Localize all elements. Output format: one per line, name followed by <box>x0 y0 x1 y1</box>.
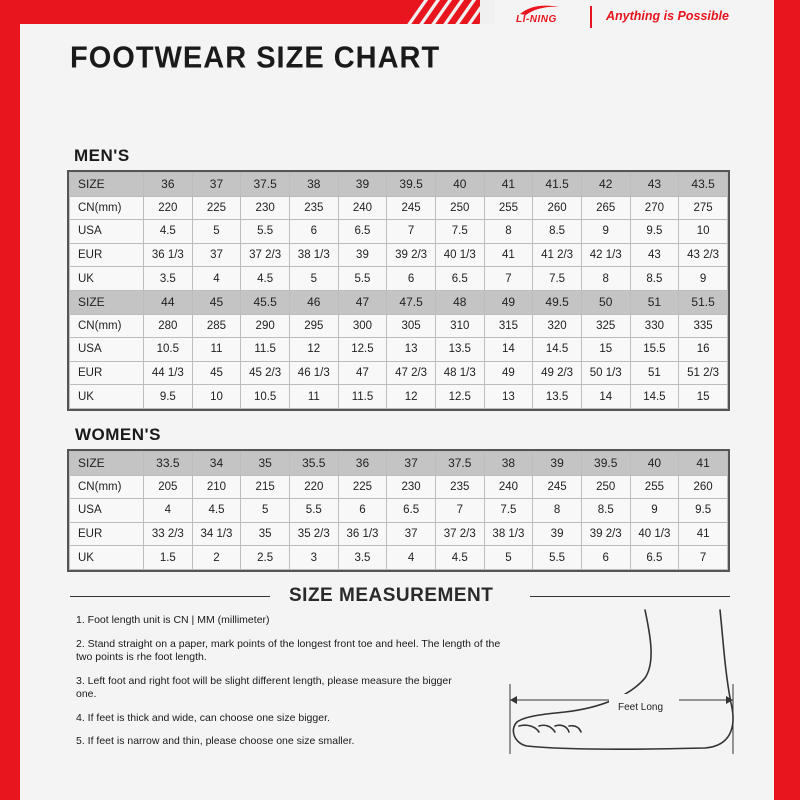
table-cell: 43.5 <box>679 173 728 197</box>
table-cell: 36 1/3 <box>144 243 193 267</box>
table-cell: 37 <box>387 452 436 476</box>
table-cell: 4.5 <box>144 220 193 244</box>
mens-size-table <box>69 172 728 409</box>
measurement-instructions <box>76 614 536 759</box>
li-ning-logo-mark <box>516 4 564 25</box>
red-frame-right <box>774 0 800 800</box>
table-cell: 235 <box>289 196 338 220</box>
table-cell: 43 <box>630 173 679 197</box>
table-cell: 39 <box>338 243 387 267</box>
mens-heading: MEN'S <box>74 146 130 165</box>
table-cell: 8.5 <box>533 220 582 244</box>
table-cell: 330 <box>630 314 679 338</box>
table-cell: 39 2/3 <box>581 522 630 546</box>
table-cell: 250 <box>435 196 484 220</box>
table-cell: 44 1/3 <box>144 361 193 385</box>
table-cell: 2 <box>192 546 241 570</box>
table-cell: 4.5 <box>241 267 290 291</box>
feet-long-label: Feet Long <box>618 702 664 713</box>
table-cell: 8.5 <box>581 499 630 523</box>
table-row <box>70 522 728 546</box>
table-cell: 15 <box>679 385 728 409</box>
row-label: CN(mm) <box>70 314 144 338</box>
table-cell: 7.5 <box>484 499 533 523</box>
table-cell: 5.5 <box>533 546 582 570</box>
table-cell: 50 1/3 <box>581 361 630 385</box>
womens-size-table <box>69 451 728 570</box>
table-cell: 12 <box>289 338 338 362</box>
table-cell: 220 <box>289 475 338 499</box>
row-label: UK <box>70 546 144 570</box>
table-cell: 5.5 <box>241 220 290 244</box>
table-cell: 13 <box>484 385 533 409</box>
table-cell: 41 <box>679 522 728 546</box>
table-cell: 300 <box>338 314 387 338</box>
table-cell: 2.5 <box>241 546 290 570</box>
table-cell: 3.5 <box>338 546 387 570</box>
table-cell: 47 2/3 <box>387 361 436 385</box>
table-cell: 260 <box>679 475 728 499</box>
table-cell: 14 <box>484 338 533 362</box>
table-cell: 47 <box>338 361 387 385</box>
table-cell: 49.5 <box>533 290 582 314</box>
table-cell: 6.5 <box>435 267 484 291</box>
table-cell: 6 <box>338 499 387 523</box>
table-cell: 41 <box>679 452 728 476</box>
table-cell: 47.5 <box>387 290 436 314</box>
table-cell: 51 2/3 <box>679 361 728 385</box>
table-cell: 35 2/3 <box>289 522 338 546</box>
table-cell: 245 <box>533 475 582 499</box>
table-cell: 3 <box>289 546 338 570</box>
table-cell: 255 <box>484 196 533 220</box>
table-cell: 48 <box>435 290 484 314</box>
table-cell: 6.5 <box>338 220 387 244</box>
table-cell: 265 <box>581 196 630 220</box>
table-cell: 38 <box>484 452 533 476</box>
table-cell: 14.5 <box>533 338 582 362</box>
table-row <box>70 475 728 499</box>
table-cell: 245 <box>387 196 436 220</box>
table-cell: 38 1/3 <box>484 522 533 546</box>
table-cell: 305 <box>387 314 436 338</box>
table-cell: 12.5 <box>435 385 484 409</box>
instruction-1: 1. Foot length unit is CN | MM (millimeter) <box>76 614 270 626</box>
table-cell: 5 <box>241 499 290 523</box>
table-cell: 38 1/3 <box>289 243 338 267</box>
table-cell: 285 <box>192 314 241 338</box>
table-cell: 36 1/3 <box>338 522 387 546</box>
table-cell: 11.5 <box>338 385 387 409</box>
table-cell: 4 <box>387 546 436 570</box>
table-cell: 225 <box>192 196 241 220</box>
table-cell: 40 <box>630 452 679 476</box>
table-cell: 290 <box>241 314 290 338</box>
row-label: USA <box>70 338 144 362</box>
table-row <box>70 173 728 197</box>
table-cell: 5.5 <box>289 499 338 523</box>
table-cell: 13.5 <box>533 385 582 409</box>
table-cell: 9.5 <box>679 499 728 523</box>
arrow-left-icon <box>510 696 517 704</box>
table-cell: 8 <box>581 267 630 291</box>
table-cell: 34 <box>192 452 241 476</box>
table-cell: 5 <box>484 546 533 570</box>
table-cell: 325 <box>581 314 630 338</box>
table-cell: 4.5 <box>192 499 241 523</box>
table-cell: 320 <box>533 314 582 338</box>
table-cell: 13.5 <box>435 338 484 362</box>
table-cell: 51.5 <box>679 290 728 314</box>
table-cell: 12.5 <box>338 338 387 362</box>
table-cell: 7.5 <box>435 220 484 244</box>
table-cell: 225 <box>338 475 387 499</box>
table-cell: 37 2/3 <box>241 243 290 267</box>
table-cell: 8.5 <box>630 267 679 291</box>
table-cell: 46 <box>289 290 338 314</box>
table-cell: 6 <box>387 267 436 291</box>
table-cell: 1.5 <box>144 546 193 570</box>
table-cell: 335 <box>679 314 728 338</box>
table-cell: 260 <box>533 196 582 220</box>
instruction-2: 2. Stand straight on a paper, mark points of the longest front toe and heel. The length of the two points is rhe foot length. <box>76 637 501 663</box>
table-cell: 41 <box>484 173 533 197</box>
table-cell: 39 <box>533 452 582 476</box>
table-cell: 11 <box>289 385 338 409</box>
table-cell: 255 <box>630 475 679 499</box>
table-cell: 37.5 <box>241 173 290 197</box>
table-cell: 39.5 <box>387 173 436 197</box>
table-row <box>70 338 728 362</box>
table-row <box>70 290 728 314</box>
table-cell: 215 <box>241 475 290 499</box>
divider-right <box>530 596 730 597</box>
table-cell: 9.5 <box>630 220 679 244</box>
table-cell: 40 1/3 <box>630 522 679 546</box>
table-cell: 3.5 <box>144 267 193 291</box>
table-cell: 5.5 <box>338 267 387 291</box>
table-cell: 14.5 <box>630 385 679 409</box>
table-cell: 310 <box>435 314 484 338</box>
row-label: EUR <box>70 361 144 385</box>
table-cell: 51 <box>630 290 679 314</box>
table-cell: 210 <box>192 475 241 499</box>
table-cell: 36 <box>144 173 193 197</box>
decorative-stripes <box>405 0 495 24</box>
table-cell: 7 <box>435 499 484 523</box>
table-cell: 9.5 <box>144 385 193 409</box>
instruction-4: 4. If feet is thick and wide, can choose one size bigger. <box>76 711 330 724</box>
table-cell: 240 <box>484 475 533 499</box>
table-cell: 41.5 <box>533 173 582 197</box>
table-cell: 50 <box>581 290 630 314</box>
table-cell: 280 <box>144 314 193 338</box>
row-label: USA <box>70 499 144 523</box>
table-cell: 8 <box>484 220 533 244</box>
table-cell: 9 <box>581 220 630 244</box>
table-cell: 45 <box>192 290 241 314</box>
table-cell: 36 <box>338 452 387 476</box>
brand-logo <box>516 4 564 25</box>
table-cell: 235 <box>435 475 484 499</box>
table-cell: 45 2/3 <box>241 361 290 385</box>
row-label: CN(mm) <box>70 196 144 220</box>
logo-text: LI-NING <box>516 14 557 25</box>
table-cell: 33 2/3 <box>144 522 193 546</box>
table-row <box>70 314 728 338</box>
table-cell: 51 <box>630 361 679 385</box>
table-cell: 4 <box>192 267 241 291</box>
table-cell: 4 <box>144 499 193 523</box>
table-cell: 37 <box>192 243 241 267</box>
table-cell: 315 <box>484 314 533 338</box>
table-cell: 15 <box>581 338 630 362</box>
table-cell: 39 <box>533 522 582 546</box>
table-cell: 39 2/3 <box>387 243 436 267</box>
table-cell: 10.5 <box>241 385 290 409</box>
table-cell: 295 <box>289 314 338 338</box>
table-cell: 9 <box>630 499 679 523</box>
womens-heading: WOMEN'S <box>75 425 161 444</box>
table-cell: 35.5 <box>289 452 338 476</box>
table-cell: 12 <box>387 385 436 409</box>
row-label: UK <box>70 267 144 291</box>
table-row <box>70 220 728 244</box>
table-cell: 10 <box>679 220 728 244</box>
table-cell: 46 1/3 <box>289 361 338 385</box>
table-cell: 37 2/3 <box>435 522 484 546</box>
logo-divider <box>590 6 592 28</box>
table-row <box>70 385 728 409</box>
table-cell: 16 <box>679 338 728 362</box>
table-cell: 45.5 <box>241 290 290 314</box>
row-label: SIZE <box>70 173 144 197</box>
table-cell: 205 <box>144 475 193 499</box>
instruction-5: 5. If feet is narrow and thin, please choose one size smaller. <box>76 735 355 747</box>
table-cell: 10.5 <box>144 338 193 362</box>
table-cell: 7 <box>484 267 533 291</box>
table-cell: 13 <box>387 338 436 362</box>
row-label: CN(mm) <box>70 475 144 499</box>
table-cell: 42 1/3 <box>581 243 630 267</box>
table-cell: 49 <box>484 290 533 314</box>
table-cell: 49 2/3 <box>533 361 582 385</box>
table-cell: 48 1/3 <box>435 361 484 385</box>
table-cell: 37 <box>192 173 241 197</box>
table-cell: 41 <box>484 243 533 267</box>
table-cell: 15.5 <box>630 338 679 362</box>
page-title: FOOTWEAR SIZE CHART <box>70 41 441 75</box>
table-cell: 33.5 <box>144 452 193 476</box>
table-cell: 5 <box>192 220 241 244</box>
table-cell: 39 <box>338 173 387 197</box>
table-cell: 44 <box>144 290 193 314</box>
table-cell: 6 <box>581 546 630 570</box>
row-label: UK <box>70 385 144 409</box>
table-cell: 230 <box>387 475 436 499</box>
table-cell: 8 <box>533 499 582 523</box>
table-cell: 275 <box>679 196 728 220</box>
table-cell: 49 <box>484 361 533 385</box>
instruction-3: 3. Left foot and right foot will be slight different length, please measure the bigger one. <box>76 674 452 700</box>
table-cell: 42 <box>581 173 630 197</box>
table-cell: 7 <box>387 220 436 244</box>
table-row <box>70 267 728 291</box>
foot-outline-icon <box>513 610 733 749</box>
table-cell: 35 <box>241 522 290 546</box>
row-label: EUR <box>70 243 144 267</box>
table-cell: 230 <box>241 196 290 220</box>
red-frame-left <box>0 0 20 800</box>
foot-diagram <box>505 608 755 758</box>
table-cell: 6.5 <box>387 499 436 523</box>
table-cell: 37 <box>387 522 436 546</box>
table-cell: 270 <box>630 196 679 220</box>
table-cell: 34 1/3 <box>192 522 241 546</box>
table-cell: 37.5 <box>435 452 484 476</box>
table-row <box>70 546 728 570</box>
table-cell: 41 2/3 <box>533 243 582 267</box>
table-row <box>70 196 728 220</box>
table-cell: 4.5 <box>435 546 484 570</box>
table-row <box>70 361 728 385</box>
table-row <box>70 243 728 267</box>
table-cell: 11 <box>192 338 241 362</box>
table-cell: 14 <box>581 385 630 409</box>
table-cell: 5 <box>289 267 338 291</box>
size-measurement-heading: SIZE MEASUREMENT <box>289 585 494 606</box>
table-cell: 43 <box>630 243 679 267</box>
table-cell: 40 1/3 <box>435 243 484 267</box>
row-label: USA <box>70 220 144 244</box>
table-cell: 220 <box>144 196 193 220</box>
table-cell: 40 <box>435 173 484 197</box>
table-cell: 39.5 <box>581 452 630 476</box>
table-cell: 11.5 <box>241 338 290 362</box>
table-cell: 6 <box>289 220 338 244</box>
table-cell: 45 <box>192 361 241 385</box>
table-cell: 35 <box>241 452 290 476</box>
divider-left <box>70 596 270 597</box>
table-row <box>70 499 728 523</box>
table-cell: 240 <box>338 196 387 220</box>
table-cell: 250 <box>581 475 630 499</box>
brand-slogan: Anything is Possible <box>606 9 729 23</box>
table-cell: 9 <box>679 267 728 291</box>
row-label: SIZE <box>70 290 144 314</box>
table-cell: 38 <box>289 173 338 197</box>
table-cell: 10 <box>192 385 241 409</box>
row-label: SIZE <box>70 452 144 476</box>
table-row <box>70 452 728 476</box>
table-cell: 43 2/3 <box>679 243 728 267</box>
table-cell: 7 <box>679 546 728 570</box>
table-cell: 7.5 <box>533 267 582 291</box>
table-cell: 47 <box>338 290 387 314</box>
row-label: EUR <box>70 522 144 546</box>
table-cell: 6.5 <box>630 546 679 570</box>
